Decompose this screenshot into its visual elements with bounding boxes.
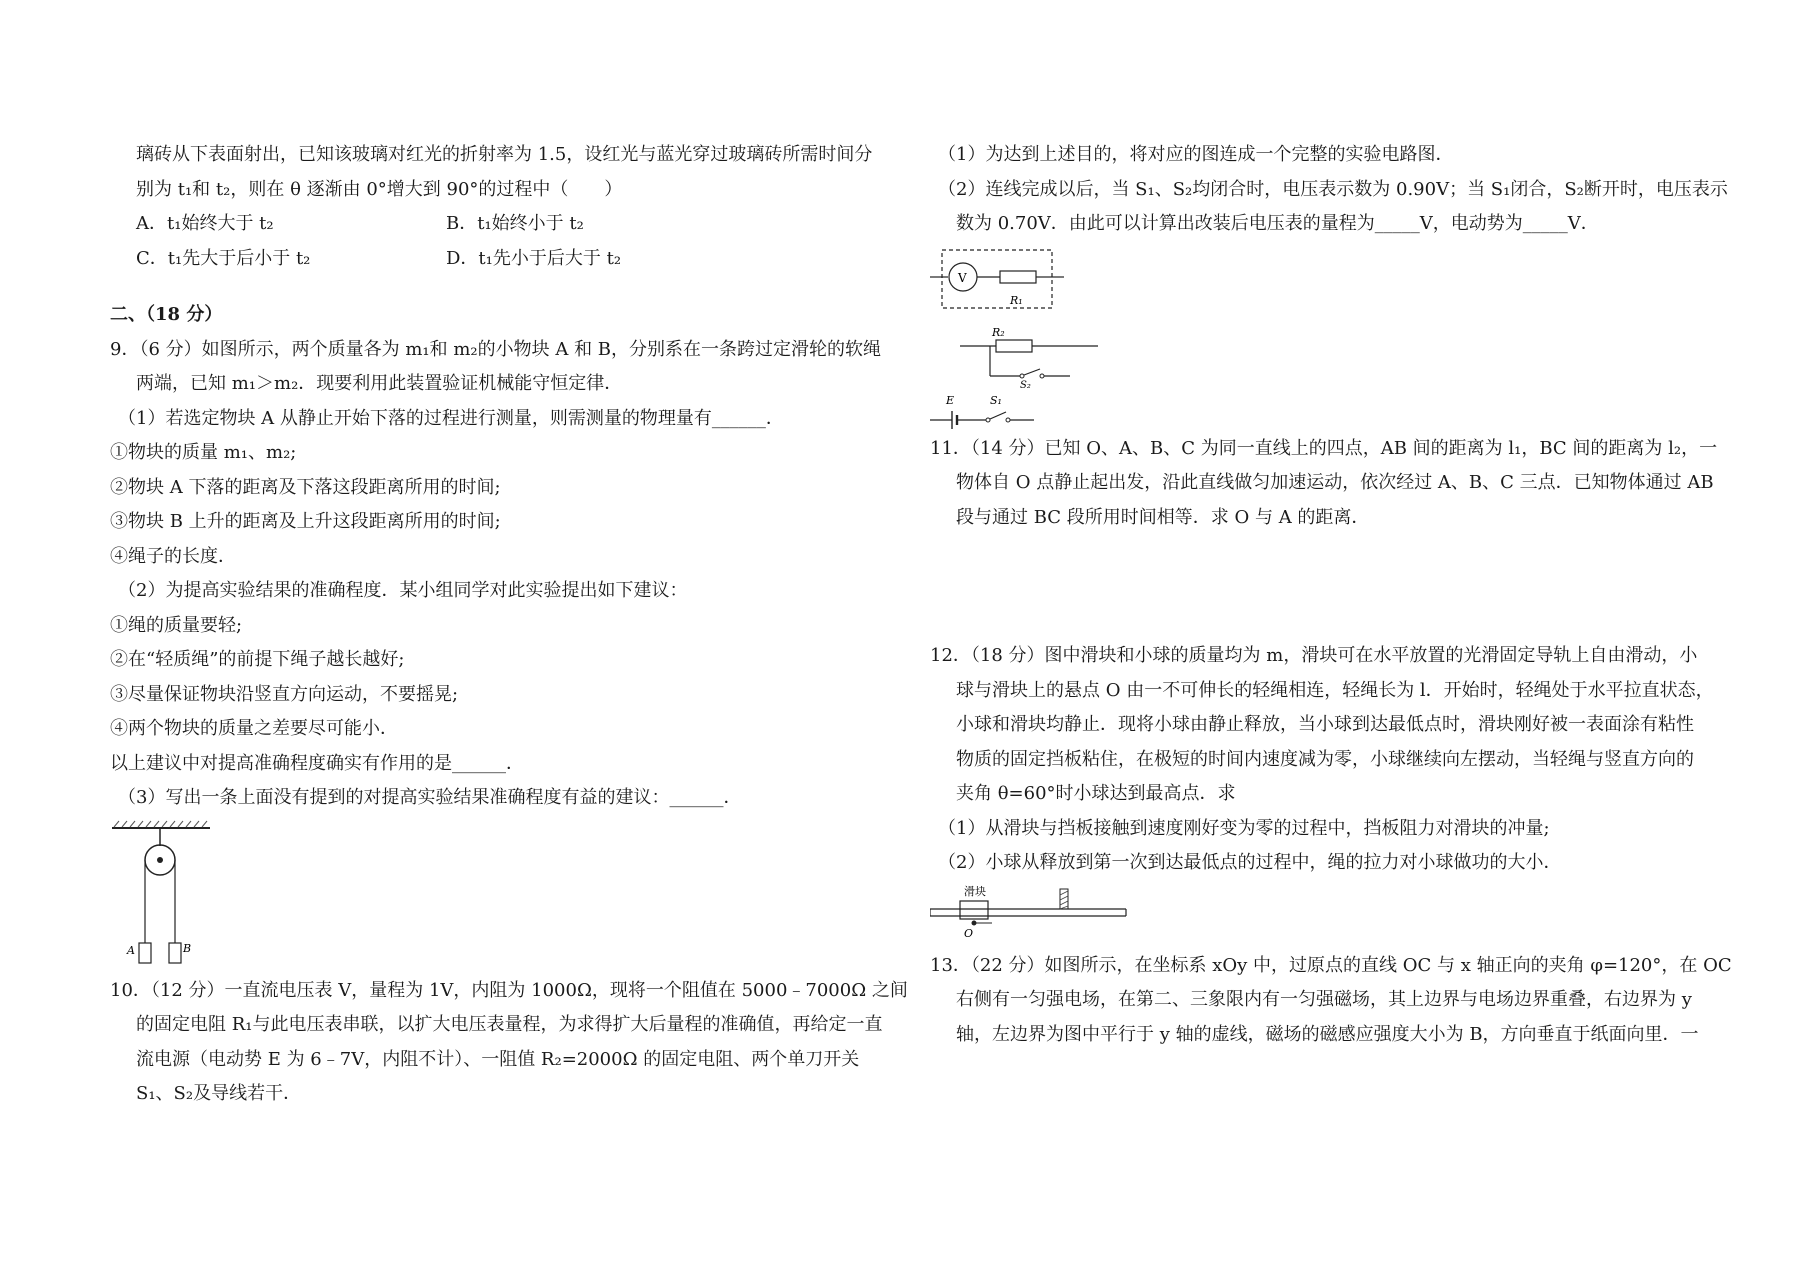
q8-option-b[interactable]: B．t₁始终小于 t₂: [446, 213, 584, 234]
left-column: [110, 138, 908, 1112]
circuit-diagram: [930, 242, 1110, 432]
q12-line-4: 物质的固定挡板粘住，在极短的时间内速度减为零，小球继续向左摆动，当轻绳与竖直方向的: [956, 748, 1694, 770]
q9-line-2: 两端，已知 m₁＞m₂．现要利用此装置验证机械能守恒定律．: [136, 373, 623, 394]
q10-part2-cont: 数为 0.70V．由此可以计算出改装后电压表的量程为_____V，电动势为_____V．: [956, 213, 1599, 234]
q10-part1: （1）为达到上述目的，将对应的图连成一个完整的实验电路图．: [938, 144, 1454, 165]
q11-line-1: 11．（14 分）已知 O、A、B、C 为同一直线上的四点，AB 间的距离为 l₁，BC 间的距离为 l₂，一: [930, 437, 1718, 459]
q12-part1: （1）从滑块与挡板接触到速度刚好变为零的过程中，挡板阻力对滑块的冲量;: [938, 817, 1550, 839]
q12-line-2: 球与滑块上的悬点 O 由一不可伸长的轻绳相连，轻绳长为 l．开始时，轻绳处于水平拉直状态，: [956, 679, 1714, 701]
q12-line-3: 小球和滑块均静止．现将小球由静止释放，当小球到达最低点时，滑块刚好被一表面涂有粘性: [956, 714, 1694, 735]
q13-line-2: 右侧有一匀强电场，在第二、三象限内有一匀强磁场，其上边界与电场边界重叠，右边界为 y: [956, 989, 1692, 1010]
circuit-figure: [930, 242, 1720, 432]
pulley-label-a: A: [127, 943, 135, 957]
q10-line-3: 流电源（电动势 E 为 6﹣7V，内阻不计）、一阻值 R₂=2000Ω 的固定电阻、两个单刀开关: [136, 1048, 860, 1070]
q8-option-d[interactable]: D．t₁先小于后大于 t₂: [446, 247, 622, 269]
q8-options-row-2: [110, 242, 900, 277]
q11-answer-space: [930, 535, 1720, 639]
q10-part2: （2）连线完成以后，当 S₁、S₂均闭合时，电压表示数为 0.90V；当 S₁闭合，S₂断开时，电压表示: [938, 178, 1728, 200]
q11-line-3: 段与通过 BC 段所用时间相等．求 O 与 A 的距离．: [956, 506, 1370, 528]
q9-suggestion-question: 以上建议中对提高准确程度确实有作用的是______．: [110, 752, 524, 774]
q9-suggestion-4: ④两个物块的质量之差要尽可能小．: [110, 718, 398, 739]
r1-label: R₁: [1010, 293, 1023, 307]
slider-block-label: 滑块: [964, 884, 986, 898]
q13-line-1: 13．（22 分）如图所示，在坐标系 xOy 中，过原点的直线 OC 与 x 轴正向的夹角 φ=120°，在 OC: [930, 954, 1732, 976]
e-label: E: [946, 393, 955, 407]
q8-line-1: 璃砖从下表面射出，已知该玻璃对红光的折射率为 1.5，设红光与蓝光穿过玻璃砖所需时间分: [136, 144, 873, 165]
q12-line-5: 夹角 θ=60°时小球达到最高点．求: [956, 783, 1236, 804]
s1-label: S₁: [990, 393, 1002, 407]
right-column: [930, 138, 1732, 1052]
q9-item-1: ①物块的质量 m₁、m₂;: [110, 442, 297, 463]
section-heading: 二、（18 分）: [110, 304, 223, 325]
q9-item-4: ④绳子的长度．: [110, 545, 236, 567]
q9-part1: （1）若选定物块 A 从静止开始下落的过程进行测量，则需测量的物理量有______．: [118, 407, 784, 429]
pulley-label-b: B: [183, 941, 192, 955]
q13-line-3: 轴，左边界为图中平行于 y 轴的虚线，磁场的磁感应强度大小为 B，方向垂直于纸面向里．一: [956, 1023, 1699, 1045]
q8-line-2: 别为 t₁和 t₂，则在 θ 逐渐由 0°增大到 90°的过程中（ ）: [136, 178, 623, 200]
q10-line-4: S₁、S₂及导线若干．: [136, 1083, 302, 1104]
slider-diagram: [930, 881, 1130, 943]
voltmeter-label: V: [958, 270, 967, 285]
slider-figure: [930, 881, 1720, 943]
pulley-diagram: [110, 816, 220, 966]
q9-part2: （2）为提高实验结果的准确程度．某小组同学对此实验提出如下建议：: [118, 580, 688, 601]
s2-label: S₂: [1020, 379, 1031, 391]
q12-part2: （2）小球从释放到第一次到达最低点的过程中，绳的拉力对小球做功的大小．: [938, 852, 1562, 873]
q9-suggestion-2: ②在“轻质绳”的前提下绳子越长越好;: [110, 649, 405, 670]
q9-suggestion-1: ①绳的质量要轻;: [110, 614, 243, 636]
pulley-figure: [110, 816, 900, 966]
q11-line-2: 物体自 O 点静止起出发，沿此直线做匀加速运动，依次经过 A、B、C 三点．已知物体通过 AB: [956, 472, 1714, 493]
q8-option-a[interactable]: A．t₁始终大于 t₂: [136, 213, 274, 234]
q9-item-2: ②物块 A 下落的距离及下落这段距离所用的时间;: [110, 476, 501, 498]
q9-suggestion-3: ③尽量保证物块沿竖直方向运动，不要摇晃;: [110, 683, 459, 705]
q12-line-1: 12．（18 分）图中滑块和小球的质量均为 m，滑块可在水平放置的光滑固定导轨上自由滑动，小: [930, 645, 1698, 666]
r2-label: R₂: [992, 325, 1005, 339]
q8-options-row-1: [110, 207, 900, 242]
q9-part3: （3）写出一条上面没有提到的对提高实验结果准确程度有益的建议：______．: [118, 787, 742, 808]
q9-item-3: ③物块 B 上升的距离及上升这段距离所用的时间;: [110, 511, 501, 532]
q8-option-c[interactable]: C．t₁先大于后小于 t₂: [136, 247, 311, 269]
q10-line-1: 10．（12 分）一直流电压表 V，量程为 1V，内阻为 1000Ω，现将一个阻值在 5000﹣7000Ω 之间: [110, 979, 908, 1001]
q9-line-1: 9．（6 分）如图所示，两个质量各为 m₁和 m₂的小物块 A 和 B，分别系在一条跨过定滑轮的软绳: [110, 338, 882, 360]
q10-line-2: 的固定电阻 R₁与此电压表串联，以扩大电压表量程，为求得扩大后量程的准确值，再给定一直: [136, 1014, 883, 1035]
slider-o-label: O: [964, 926, 974, 940]
